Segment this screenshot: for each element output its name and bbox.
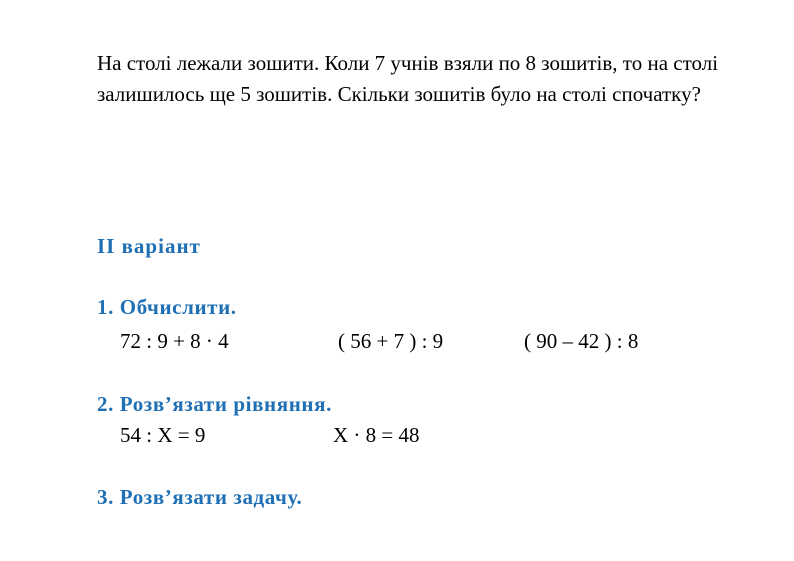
variant-title: II варіант — [97, 234, 201, 258]
task1-expression-2: ( 56 + 7 ) : 9 — [338, 329, 444, 353]
task1-expression-3: ( 90 – 42 ) : 8 — [524, 329, 639, 353]
task1-heading: 1. Обчислити. — [97, 295, 237, 319]
word-problem-text: На столі лежали зошити. Коли 7 учнів взяли по 8 зошитів, то на столі залишилось ще 5 зошитів. Скільки зошитів було на столі спочатку? — [97, 51, 719, 106]
task2-equation-1: 54 : Х = 9 — [120, 423, 206, 447]
task1-expression-1: 72 : 9 + 8 · 4 — [120, 329, 229, 353]
task2-equation-2: Х · 8 = 48 — [333, 423, 420, 447]
task2-heading: 2. Розв’язати рівняння. — [97, 392, 332, 416]
task3-heading: 3. Розв’язати задачу. — [97, 485, 303, 509]
